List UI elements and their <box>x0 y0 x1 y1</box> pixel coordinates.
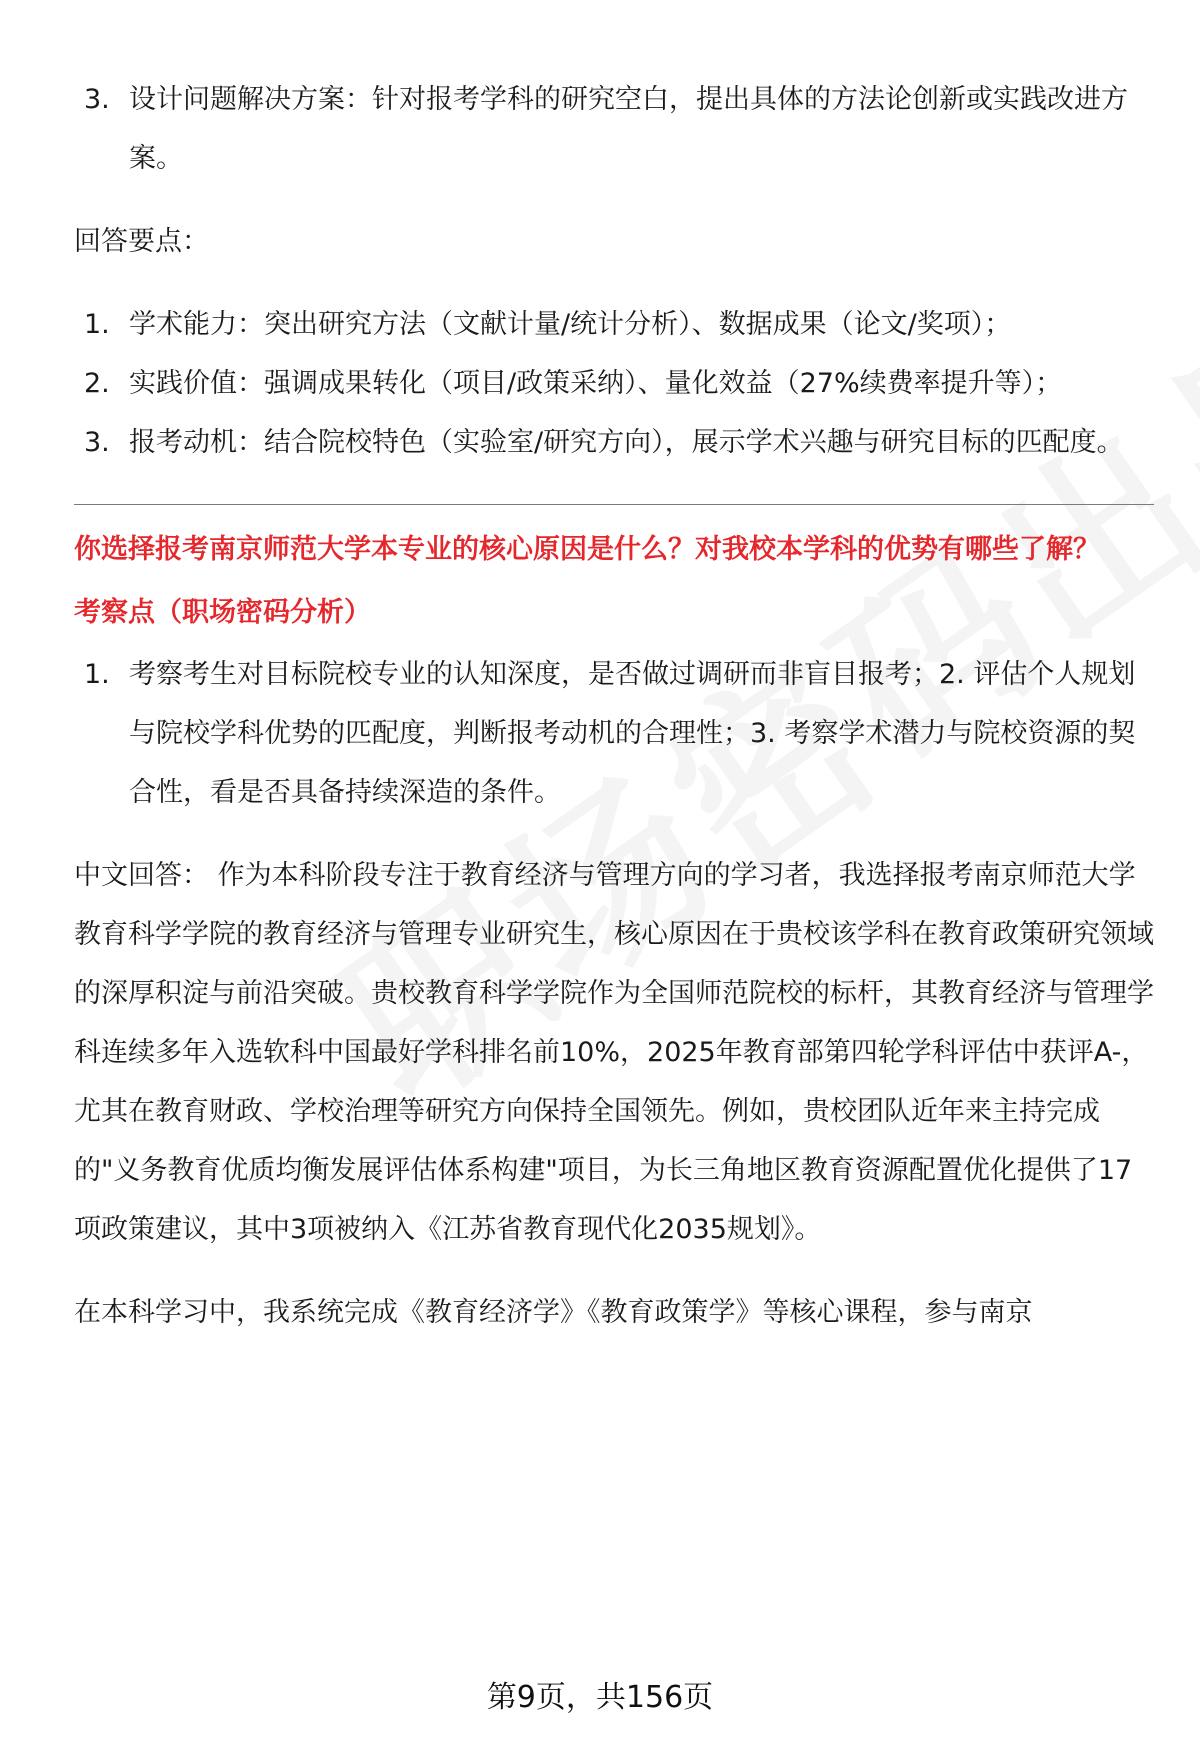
list-item <box>74 70 1154 188</box>
exam-points-list <box>74 645 1154 822</box>
question-heading: 你选择报考南京师范大学本专业的核心原因是什么？对我校本学科的优势有哪些了解？ <box>74 534 1100 565</box>
chinese-answer-paragraph: 中文回答： 作为本科阶段专注于教育经济与管理方向的学习者，我选择报考南京师范大学教育科学学院的教育经济与管理专业研究生，核心原因在于贵校该学科在教育政策研究领域的深厚积淀与前沿突破。贵校教育科学学院作为全国师范院校的标杆，其教育经济与管理学科连续多年入选软科中国最好学科排名前10%，2025年教育部第四轮学科评估中获评A-，尤其在教育财政、学校治理等研究方向保持全国领先。例如，贵校团队近年来主持完成的"义务教育优质均衡发展评估体系构建"项目，为长三角地区教育资源配置优化提供了17项政策建议，其中3项被纳入《江苏省教育现代化2035规划》。 <box>74 860 1154 1245</box>
list-item <box>74 354 1154 413</box>
answer-points-list <box>74 295 1154 472</box>
body-paragraph: 在本科学习中，我系统完成《教育经济学》《教育政策学》等核心课程，参与南京 <box>74 1297 1033 1328</box>
section-divider <box>74 504 1154 505</box>
document-page <box>74 70 1154 1342</box>
page-footer: 第9页，共156页 <box>486 1680 714 1715</box>
list-text: 考察考生对目标院校专业的认知深度，是否做过调研而非盲目报考；2. 评估个人规划与院校学科优势的匹配度，判断报考动机的合理性；3. 考察学术潜力与院校资源的契合性，看是否具备持续深造的条件。 <box>129 659 1136 808</box>
list-item <box>74 295 1154 354</box>
list-number: 1. <box>84 659 110 690</box>
top-list <box>74 70 1154 188</box>
document-content <box>74 70 1154 1342</box>
list-number: 1. <box>84 309 110 340</box>
exam-point-heading: 考察点（职场密码分析） <box>74 597 371 628</box>
list-text: 学术能力：突出研究方法（文献计量/统计分析）、数据成果（论文/奖项）； <box>129 309 1012 340</box>
list-number: 3. <box>84 84 110 115</box>
list-text: 实践价值：强调成果转化（项目/政策采纳）、量化效益（27%续费率提升等）； <box>129 368 1063 399</box>
list-number: 2. <box>84 368 110 399</box>
answer-points-label: 回答要点： <box>74 226 209 257</box>
list-text: 报考动机：结合院校特色（实验室/研究方向），展示学术兴趣与研究目标的匹配度。 <box>129 427 1124 458</box>
list-text: 设计问题解决方案：针对报考学科的研究空白，提出具体的方法论创新或实践改进方案。 <box>129 84 1128 174</box>
list-item <box>74 413 1154 472</box>
list-item <box>74 645 1154 822</box>
list-number: 3. <box>84 427 110 458</box>
